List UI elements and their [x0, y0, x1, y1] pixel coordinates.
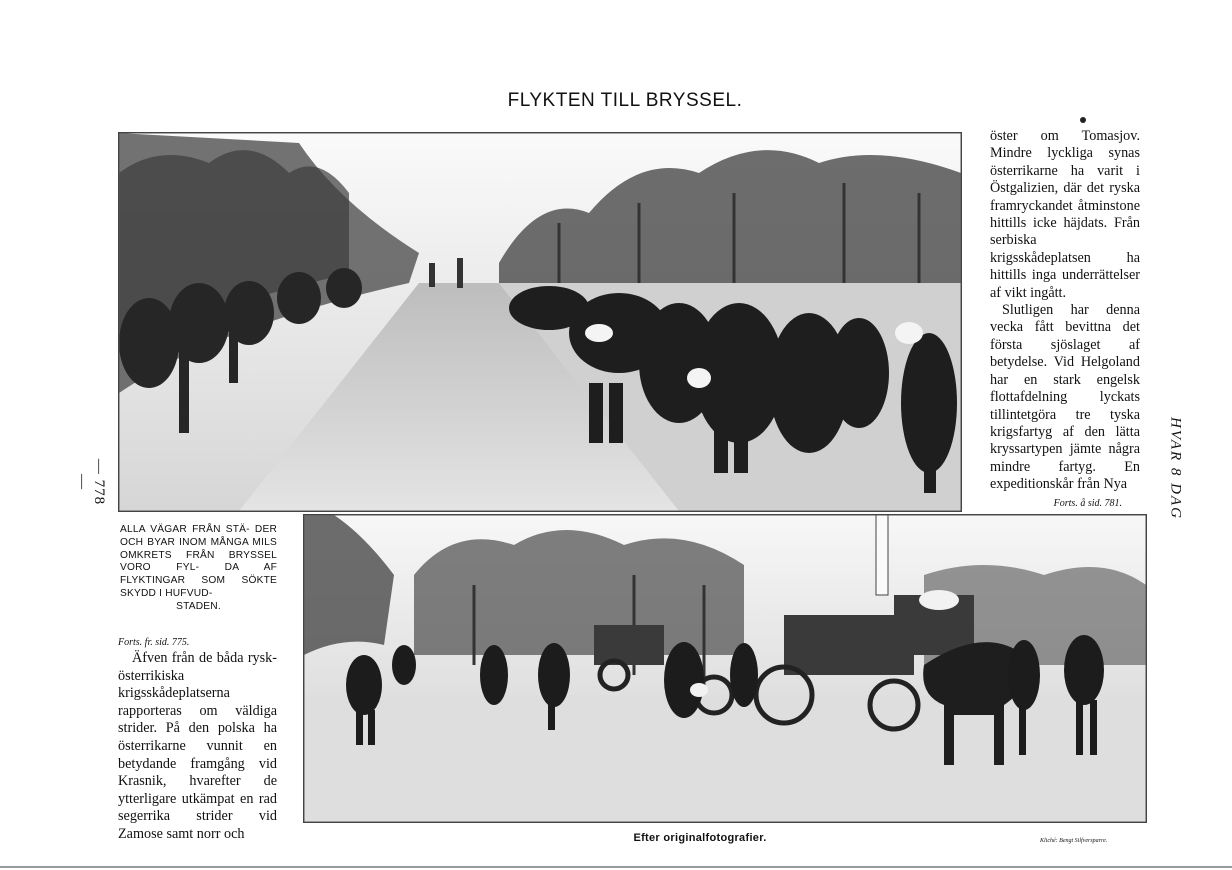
- caption-line-last: STADEN.: [176, 600, 221, 612]
- ornament-dot: [1080, 117, 1086, 123]
- left-text-column: [118, 636, 277, 844]
- photo-credit: Efter originalfotografier.: [633, 832, 767, 844]
- right-paragraph-2: Slutligen har denna vecka fått bevittna det första sjöslaget af betydelse. Vid Helgoland har en stark engelsk flottafdelning lyckats tillintetgöra tre tyska krigsfartyg af den lätta kryssartypen jämte några mindre fartyg. En expeditionskår från Nya: [990, 302, 1140, 493]
- caption-line: MÅNGA MILS OMKRETS: [120, 536, 278, 561]
- right-text-column: [990, 128, 1140, 512]
- cliche-credit: Kliché: Bengt Silfversparre.: [1040, 838, 1108, 844]
- continued-from-note: Forts. fr. sid. 775.: [118, 637, 190, 648]
- page-number: — 778 —: [74, 458, 107, 506]
- page-bottom-edge: [0, 866, 1232, 868]
- caption-line: DA AF FLYKTINGAR SOM: [120, 562, 277, 587]
- article-title: FLYKTEN TILL BRYSSEL.: [507, 90, 743, 111]
- caption-line: DER OCH BYAR INOM: [120, 524, 277, 548]
- caption-line: SÖKTE SKYDD I HUFVUD-: [120, 575, 277, 599]
- photo-caption: [120, 524, 277, 614]
- running-head: HVAR 8 DAG: [1167, 416, 1184, 521]
- left-paragraph: Äfven från de båda rysk-österrikiska krigsskådeplatserna rapporteras om väldiga strider. På den polska ha österrikarne vunnit en betydande framgång vid Krasnik, hvarefter de ytterligare utkämpat en rad segerrika strider vid Zamose samt norr och: [118, 650, 277, 842]
- photo-refugees-road: [118, 132, 962, 512]
- right-paragraph-1: öster om Tomasjov. Mindre lyckliga synas österrikarne ha varit i Östgalizien, där det ryska framryckandet åtminstone hittills icke häjdats. Från serbiska krigsskådeplatsen ha hittills inga underrättelser af vikt ingått.: [990, 128, 1140, 301]
- caption-line: ALLA VÄGAR FRÅN STÄ-: [120, 524, 255, 535]
- photo-refugee-carts: [303, 514, 1147, 823]
- caption-line: FRÅN BRYSSEL VORO FYL-: [120, 549, 277, 574]
- continued-to-note: Forts. å sid. 781.: [1053, 497, 1122, 509]
